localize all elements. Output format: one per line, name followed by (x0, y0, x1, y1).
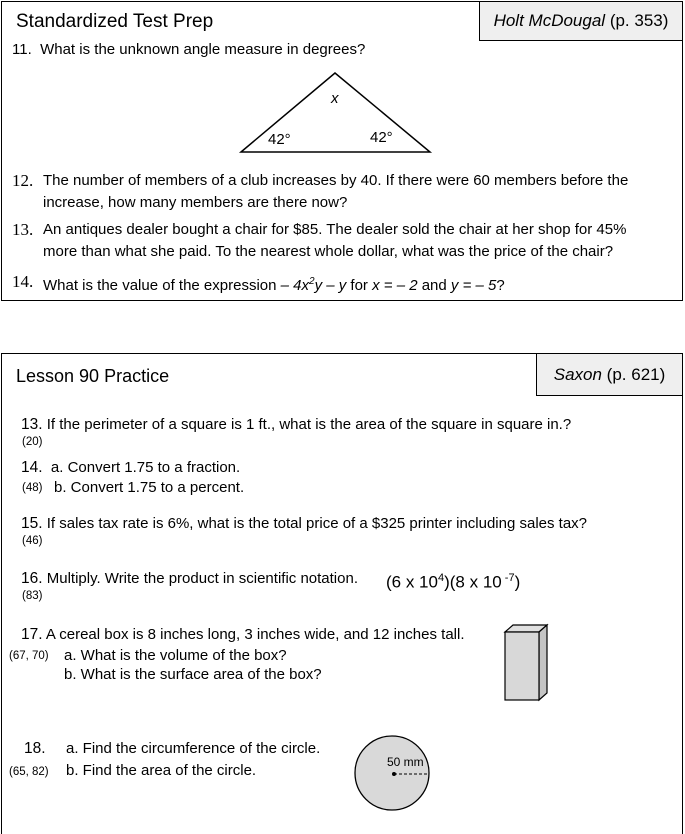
circle-diagram (352, 734, 434, 812)
part-a: a. Convert 1.75 to a fraction. (50, 459, 241, 476)
question-text: Multiply. Write the product in scientific notation. (46, 570, 358, 587)
scientific-expression (386, 567, 520, 594)
exponent: 4 (437, 572, 445, 584)
question-text: and (417, 277, 451, 294)
source-badge (479, 1, 683, 41)
angle-label-top: x (331, 90, 339, 107)
source-badge (536, 353, 683, 396)
lesson-question-15 (21, 513, 587, 535)
lesson-reference: (83) (22, 590, 43, 602)
expression-part: – 4x (280, 277, 309, 294)
y-value: = – 5 (458, 277, 497, 294)
question-12-text (43, 170, 628, 214)
lesson-question-18 (24, 738, 46, 760)
expression-part: ) (514, 572, 521, 592)
source-book: Holt McDougal (493, 11, 606, 30)
expression-part: )(8 x 10 (444, 572, 502, 592)
question-number: 15. (21, 515, 43, 532)
lesson-reference: (65, 82) (9, 766, 49, 778)
expression (281, 277, 347, 294)
question-text: A cereal box is 8 inches long, 3 inches wide, and 12 inches tall. (45, 626, 465, 643)
part-b: b. Convert 1.75 to a percent. (54, 479, 245, 496)
question-number: 13. (12, 220, 34, 239)
question-number: 12. (12, 171, 34, 190)
expression-part: (6 x 10 (386, 572, 438, 592)
exponent: 2 (309, 276, 315, 287)
exponent: -7 (501, 572, 515, 584)
question-11 (12, 39, 365, 61)
angle-label-left: 42° (268, 131, 291, 148)
cereal-box-diagram (502, 623, 552, 703)
question-number: 16. (21, 570, 43, 587)
lesson-question-17 (21, 624, 465, 646)
source-book: Saxon (553, 364, 602, 384)
variable-x: x (372, 277, 380, 294)
circle-shape (355, 736, 429, 810)
part-a: a. What is the volume of the box? (64, 647, 287, 664)
question-number: 18. (24, 740, 46, 757)
angle-label-right: 42° (370, 129, 393, 146)
question-text: What is the unknown angle measure in degrees? (40, 41, 366, 58)
question-number: 14. (12, 272, 34, 291)
triangle-diagram (238, 70, 434, 156)
question-14 (12, 271, 33, 294)
expression-part: y – y (314, 277, 347, 294)
radius-label: 50 mm (387, 755, 424, 769)
question-13-text (43, 219, 626, 263)
question-line: The number of members of a club increases by 40. If there were 60 members before the (43, 172, 629, 189)
question-13 (12, 219, 33, 242)
question-line: more than what she paid. To the nearest whole dollar, what was the price of the chair? (43, 243, 614, 260)
question-text: for (346, 277, 373, 294)
question-14-text (43, 271, 505, 297)
question-text: If the perimeter of a square is 1 ft., what is the area of the square in square in.? (46, 416, 572, 433)
lesson-reference: (48) (22, 482, 43, 494)
lesson-90-practice-panel (1, 353, 683, 834)
lesson-reference: (20) (22, 436, 43, 448)
question-line: An antiques dealer bought a chair for $85. The dealer sold the chair at her shop for 45% (43, 221, 627, 238)
question-12 (12, 170, 33, 193)
standardized-test-prep-panel (1, 1, 683, 301)
question-number: 11. (12, 41, 32, 58)
section-title: Standardized Test Prep (16, 11, 214, 32)
box-side-face (539, 625, 547, 700)
part-b: b. What is the surface area of the box? (64, 666, 322, 683)
question-text: If sales tax rate is 6%, what is the total price of a $325 printer including sales tax? (46, 515, 588, 532)
x-value: = – 2 (379, 277, 418, 294)
question-number: 14. (21, 459, 43, 476)
variable-y: y (450, 277, 459, 294)
part-b: b. Find the area of the circle. (66, 762, 257, 779)
lesson-question-14 (21, 457, 240, 479)
lesson-reference: (46) (22, 535, 43, 547)
question-text: ? (496, 277, 505, 294)
section-title: Lesson 90 Practice (16, 366, 170, 386)
question-number: 17. (21, 626, 43, 643)
part-a: a. Find the circumference of the circle. (66, 740, 321, 757)
source-page: (p. 621) (606, 364, 666, 384)
question-text: What is the value of the expression (43, 277, 281, 294)
box-front-face (505, 632, 539, 700)
lesson-question-16 (21, 568, 358, 590)
source-page: (p. 353) (609, 11, 669, 30)
question-number: 13. (21, 416, 43, 433)
lesson-reference: (67, 70) (9, 650, 49, 662)
lesson-question-13 (21, 414, 571, 436)
question-line: increase, how many members are there now? (43, 194, 348, 211)
